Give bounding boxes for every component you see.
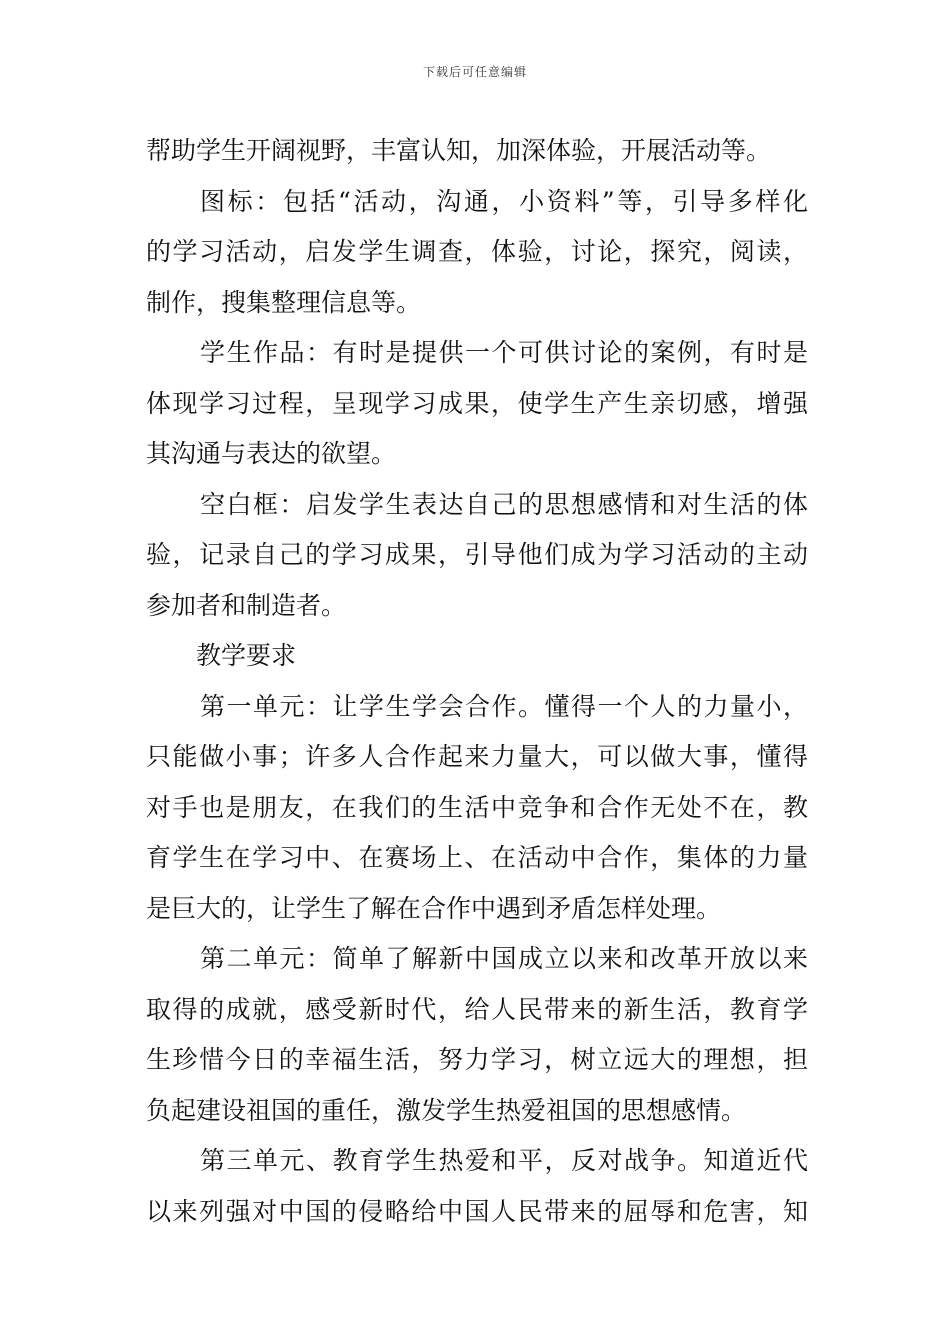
paragraph-unit-three-line: 第三单元、教育学生热爱和平，反对战争。知道近代 bbox=[200, 1146, 808, 1175]
text-line: 对手也是朋友，在我们的生活中竞争和合作无处不在，教 bbox=[146, 792, 808, 822]
paragraph-blank-box-line: 空白框：启发学生表达自己的思想感情和对生活的体 bbox=[200, 489, 808, 519]
text-line: 制作，搜集整理信息等。 bbox=[146, 287, 422, 317]
text-line: 负起建设祖国的重任，激发学生热爱祖国的思想感情。 bbox=[146, 1095, 747, 1125]
text-line: 验，记录自己的学习成果，引导他们成为学习活动的主动 bbox=[146, 540, 808, 569]
text-line: 生珍惜今日的幸福生活，努力学习，树立远大的理想，担 bbox=[146, 1045, 808, 1074]
text-line: 参加者和制造者。 bbox=[146, 590, 347, 620]
text-line: 取得的成就，感受新时代，给人民带来的新生活，教育学 bbox=[146, 994, 808, 1024]
page-header: 下载后可任意编辑 bbox=[422, 65, 527, 79]
text-line: 帮助学生开阔视野，丰富认知，加深体验，开展活动等。 bbox=[146, 136, 772, 165]
paragraph-student-works-line: 学生作品：有时是提供一个可供讨论的案例，有时是 bbox=[200, 338, 808, 367]
paragraph-icons-line: 图标：包括“活动，沟通，小资料”等，引导多样化 bbox=[200, 186, 808, 216]
text-line: 是巨大的，让学生了解在合作中遇到矛盾怎样处理。 bbox=[146, 893, 722, 923]
document-body bbox=[146, 126, 808, 1237]
paragraph-unit-two-line: 第二单元：简单了解新中国成立以来和改革开放以来 bbox=[200, 944, 808, 973]
text-line: 只能做小事；许多人合作起来力量大，可以做大事，懂得 bbox=[146, 742, 808, 771]
text-line: 育学生在学习中、在赛场上、在活动中合作，集体的力量 bbox=[146, 843, 808, 872]
paragraph-unit-one-line: 第一单元：让学生学会合作。懂得一个人的力量小， bbox=[200, 691, 808, 721]
text-line: 以来列强对中国的侵略给中国人民带来的屈辱和危害，知 bbox=[146, 1196, 808, 1226]
text-line: 的学习活动，启发学生调查，体验，讨论，探究，阅读， bbox=[146, 237, 808, 266]
text-line: 其沟通与表达的欲望。 bbox=[146, 439, 397, 468]
text-line: 体现学习过程，呈现学习成果，使学生产生亲切感，增强 bbox=[146, 388, 808, 418]
section-heading: 教学要求 bbox=[196, 641, 297, 670]
